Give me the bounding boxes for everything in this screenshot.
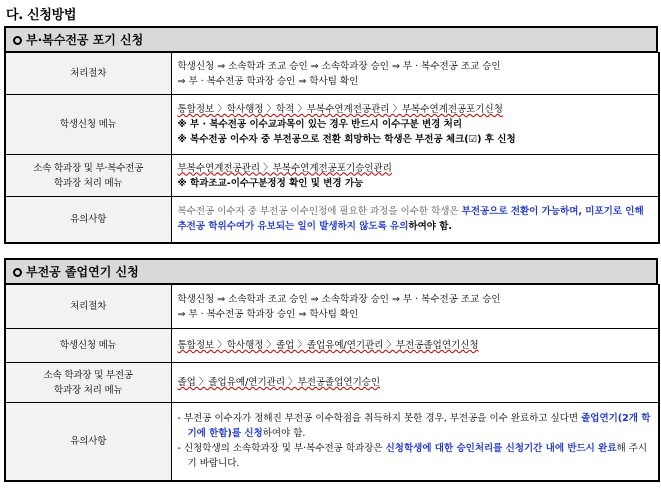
procedure-label: 처리절차 (5, 53, 171, 95)
caution-note (178, 441, 653, 471)
dept-menu-label (5, 363, 171, 403)
circle-bullet-icon (13, 36, 22, 45)
procedure-cell (171, 53, 659, 95)
section-header-major-withdrawal (4, 26, 658, 52)
caution-text: - 신청학생의 소속학과장 및 부·복수전공 학과장은 (177, 443, 386, 455)
procedure-cell (171, 285, 659, 329)
menu-note: ※ 복수전공 이수자 중 부전공으로 전환 희망하는 학생은 부전공 체크(☑) 후 신청 (177, 134, 516, 145)
graduation-postpone-table (4, 284, 660, 482)
dept-menu-cell (171, 155, 659, 197)
menu-path: 통합정보 〉학사행정 〉졸업 〉졸업유예/연기관리 〉부전공졸업연기신청 (177, 340, 479, 351)
dept-menu-label-line: 학과장 처리 메뉴 (54, 177, 123, 189)
table-row (5, 403, 659, 481)
procedure-line: 학생신청 ⇒ 소속학과 조교 승인 ⇒ 소속학과장 승인 ⇒ 부 · 복수전공 조교 승인 (177, 60, 501, 72)
caution-label: 유의사항 (5, 197, 171, 243)
caution-note (178, 411, 653, 441)
caution-text-end: 해 주시기 바랍니다. (187, 443, 648, 470)
student-menu-label: 학생신청 메뉴 (5, 329, 171, 363)
table-row (5, 285, 659, 329)
dept-menu-note: ※ 학과조교-이수구분정정 확인 및 변경 가능 (177, 177, 364, 189)
menu-note: ※ 부 · 복수전공 이수교과목이 있는 경우 반드시 이수구분 변경 처리 (177, 119, 463, 130)
menu-path: 통합정보 〉학사행정 〉학적 〉부복수연계전공관리 〉부복수연계전공포기신청 (177, 104, 503, 115)
procedure-label: 처리절차 (5, 285, 171, 329)
dept-menu-cell (171, 363, 659, 403)
table-row (5, 95, 659, 155)
dept-menu-label (5, 155, 171, 197)
section-header-graduation-postpone (4, 258, 658, 284)
dept-menu-label-line: 소속 학과장 및 부전공 (43, 369, 133, 381)
procedure-line: ⇒ 부 · 복수전공 학과장 승인 ⇒ 학사팀 확인 (177, 308, 359, 320)
table-row (5, 53, 659, 95)
caution-label: 유의사항 (5, 403, 171, 481)
caution-cell (171, 403, 659, 481)
caution-text-end: 하여야 함. (408, 221, 453, 233)
student-menu-label: 학생신청 메뉴 (5, 95, 171, 155)
dept-menu-path: 졸업 〉졸업유예/연기관리 〉부전공졸업연기승인 (177, 377, 381, 388)
page-title: 다. 신청방법 (6, 8, 77, 23)
table-row (5, 329, 659, 363)
caution-highlight: 부전공으로 전환이 가능하며, 미포기로 인해 추전공 학위수여가 유보되는 일이 발생하지 않도록 유의 (177, 206, 644, 233)
dept-menu-label-line: 소속 학과장 및 부·복수전공 (33, 162, 144, 174)
procedure-line: ⇒ 부 · 복수전공 학과장 승인 ⇒ 학사팀 확인 (177, 75, 359, 87)
caution-highlight: 졸업연기(2개 학기에 한함)를 신청 (187, 413, 651, 440)
table-row (5, 155, 659, 197)
student-menu-cell (171, 329, 659, 363)
circle-bullet-icon (13, 268, 22, 277)
table-row (5, 363, 659, 403)
section-title: 부전공 졸업연기 신청 (26, 265, 139, 279)
procedure-line: 학생신청 ⇒ 소속학과 조교 승인 ⇒ 소속학과장 승인 ⇒ 부 · 복수전공 조교 승인 (177, 293, 501, 305)
table-row (5, 197, 659, 243)
student-menu-cell (171, 95, 659, 155)
caution-highlight: 신청학생에 대한 승인처리를 신청기간 내에 반드시 완료 (385, 443, 617, 455)
dept-menu-label-line: 학과장 처리 메뉴 (54, 384, 123, 396)
caution-text-end: 하여야 함. (262, 428, 306, 440)
major-withdrawal-table (4, 52, 660, 244)
caution-text: 복수전공 이수자 중 부전공 이수인정에 필요한 과정을 이수한 학생은 (177, 206, 462, 218)
caution-text: - 부전공 이수자가 정해진 부전공 이수학점을 취득하지 못한 경우, 부전공을 이수 완료하고 싶다면 (177, 413, 582, 425)
caution-cell (171, 197, 659, 243)
dept-menu-path: 부복수연계전공관리 〉부복수연계전공포기승인관리 (177, 162, 392, 174)
section-title: 부·복수전공 포기 신청 (26, 33, 144, 47)
